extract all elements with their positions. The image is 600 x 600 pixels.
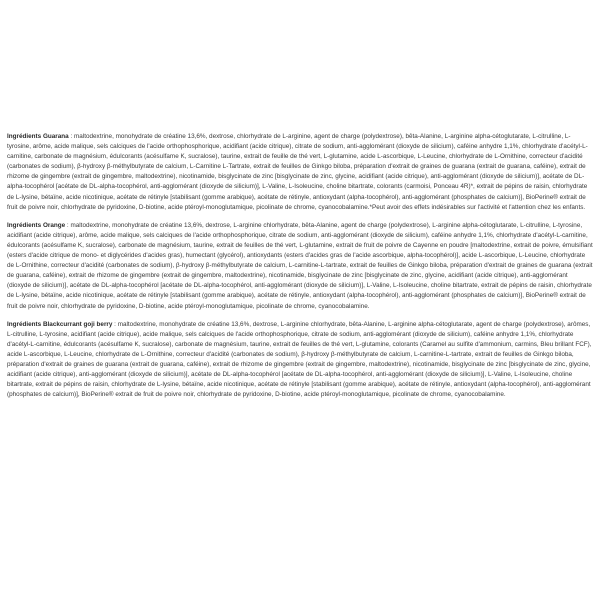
ingredients-orange-paragraph bbox=[7, 221, 593, 312]
ingredients-guarana-paragraph bbox=[7, 132, 593, 213]
ingredients-blackcurrant-label: Ingrédients Blackcurrant goji berry bbox=[7, 320, 113, 328]
ingredients-content bbox=[7, 132, 593, 408]
ingredients-guarana-text: : maltodextrine, monohydrate de créatine 13,6%, dextrose, chlorhydrate de L-arginine, agent de charge (polydextrose), bêta-Alanine, L-arginine alpha-cétoglutarate, L-citrulline, L-tyrosine, arôme, acide malique, sels calciques de l'acide orthophosphorique, acidifiant (acide citrique), citrate de sodium, anti-agglomérant (dioxyde de silicium), caféine anhydre 1,1%, chlorhydrate d'acétyl-L-carnitine, carbonate de magnésium, édulcorants (acésulfame K, sucralose), taurine, extrait de feuille de thé vert, L-glutamine, acide L-ascorbique, L-Leucine, chlorhydrate de L-Ornithine, correcteur d'acidité (carbonates de sodium), β-hydroxy β-méthylbutyrate de calcium, L-Carnitine L-Tartrate, extrait de feuilles de Ginkgo biloba, préparation d'extrait de graines de guarana (extrait de guarana, caféine), extrait de rhizome de gingembre (extrait de gingembre, maltodextrine), nicotinamide, bisglycinate de zinc [bisglycinate de zinc, glycine, acidifiant (acide citrique), anti-agglomérant (dioxyde de silicium)], acétate de DL-alpha-tocophérol [acétate de DL-alpha-tocophérol, anti-agglomérant (dioxyde de silicium)], L-Valine, L-Isoleucine, choline bitartrate, colorants (carmoisi, Ponceau 4R)*, extrait de pépins de raisin, chlorhydrate de L-lysine, bétaïne, acide nicotinique, acétate de rétinyle [stabilisant (gomme arabique), acétate de rétinyle, antioxydant (alpha-tocophérol), anti-agglomérant (phosphates de calcium)], BioPerine® extrait de fruit de poivre noir, chlorhydrate de pyridoxine, D-biotine, acide ptéroyl-monoglutamique, picolinate de chrome, cyanocobalamine.*Peut avoir des effets indésirables sur l'activité et l'attention chez les enfants. bbox=[7, 133, 588, 211]
ingredients-blackcurrant-paragraph bbox=[7, 320, 593, 401]
ingredients-orange-text: : maltodextrine, monohydrate de créatine 13,6%, dextrose, L-arginine chlorhydrate, bêta-Alanine, agent de charge (polydextrose), L-arginine alpha-cétoglutarate, L-citrulline, L-tyrosine, acidifiant (acide citrique), arôme, acide malique, sels calciques de l'acide orthophosphorique, citrate de sodium, anti-agglomérant (dioxyde de silicium), caféine anhydre 1,1%, chlorhydrate d'acétyl-L-carnitine, édulcorants (acésulfame K, sucralose), carbonate de magnésium, taurine, extrait de feuilles de thé vert, L-glutamine, extrait de fruit de poivre de Cayenne en poudre [maltodextrine, extrait de poivre, émulsifiant (esters d'acide citrique de mono- et diglycérides d'acides gras), humectant (glycérol), antioxydants (esters d'acides gras de l'acide ascorbique, alpha-tocophérol)], acide L-ascorbique, L-Leucine, chlorhydrate de L-Ornithine, correcteur d'acidité (carbonates de sodium), β-hydroxy β-méthylbutyrate de calcium, L-carnitine-L-tartrate, extrait de feuilles de Ginkgo biloba, préparation d'extrait de graines de guarana (extrait de guarana, caféine), extrait de rhizome de gingembre (extrait de gingembre, maltodextrine), nicotinamide, bisglycinate de zinc [bisglycinate de zinc, glycine, acidifiant (acide citrique), anti-agglomérant (dioxyde de silicium)], acétate de DL-alpha-tocophérol [acétate de DL-alpha-tocophérol, anti-agglomérant (dioxyde de silicium)], L-Valine, L-Isoleucine, choline bitartrate, extrait de pépins de raisin, chlorhydrate de L-lysine, bétaïne, acide nicotinique, acétate de rétinyle [stabilisant (gomme arabique), acétate de rétinyle, antioxydant (alpha-tocophérol), anti-agglomérant (phosphates de calcium)], BioPerine® extrait de fruit de poivre noir, chlorhydrate de pyridoxine, D-biotine, acide ptéroyl-monoglutamique, picolinate de chrome, cyanocobalamine. bbox=[7, 221, 593, 310]
ingredients-orange-label: Ingrédients Orange bbox=[7, 221, 66, 229]
ingredients-blackcurrant-text: : maltodextrine, monohydrate de créatine 13,6%, dextrose, L-arginine chlorhydrate, bêta-Alanine, L-arginine alpha-cétoglutarate, agent de charge (polydextrose), arômes, L-citrulline, L-tyrosine, acidifiant (acide citrique), acide malique, sels calciques de l'acide orthophosphorique, citrate de sodium, anti-agglomérant (dioxyde de silicium), caféine anhydre 1,1%, chlorhydrate d'acétyl-L-carnitine, édulcorants (acésulfame K, sucralose), carbonate de magnésium, taurine, extrait de feuilles de thé vert, L-glutamine, colorants (Caramel au sulfite d'ammonium, carmins, Bleu brillant FCF), acide L-ascorbique, L-Leucine, chlorhydrate de L-Ornithine, correcteur d'acidité (carbonates de sodium), β-hydroxy β-méthylbutyrate de calcium, L-carnitine-L-tartrate, extrait de feuilles de Ginkgo biloba, préparation d'extrait de graines de guarana (extrait de guarana, caféine), extrait de rhizome de gingembre (extrait de gingembre, maltodextrine), nicotinamide, bisglycinate de zinc [bisglycinate de zinc, glycine, acidifiant (acide citrique), anti-agglomérant (dioxyde de silicium)], acétate de DL-alpha-tocophérol [acétate de DL-alpha-tocophérol, anti-agglomérant (dioxyde de silicium)], L-Valine, L-Isoleucine, choline bitartrate, extrait de pépins de raisin, chlorhydrate de L-lysine, bétaïne, acide nicotinique, acétate de rétinyle [stabilisant (gomme arabique), acétate de rétinyle, antioxydant (alpha-tocophérol), anti-agglomérant (phosphates de calcium)], BioPerine® extrait de fruit de poivre noir, chlorhydrate de pyridoxine, D-biotine, acide ptéroyl-monoglutamique, picolinate de chrome, cyanocobalamine. bbox=[7, 320, 592, 399]
ingredients-guarana-label: Ingrédients Guarana bbox=[7, 133, 69, 140]
